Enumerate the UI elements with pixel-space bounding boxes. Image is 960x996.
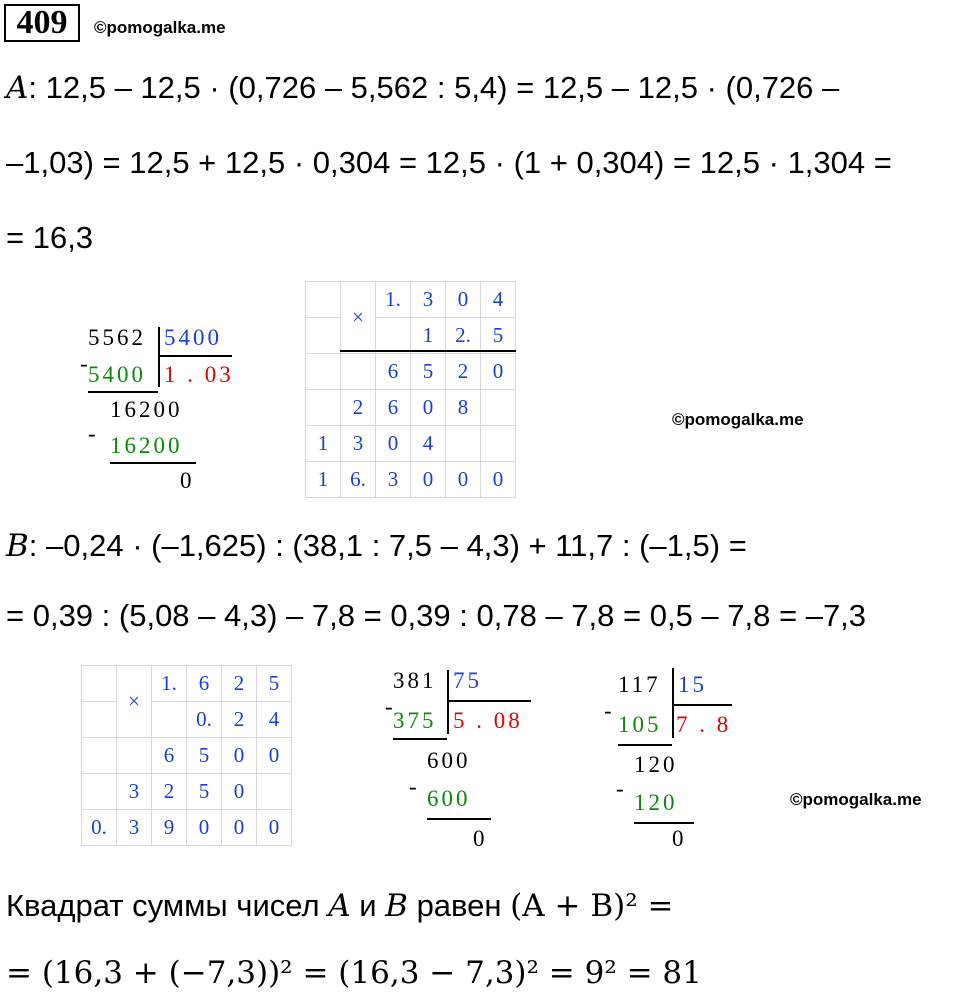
long-division-b1 (385, 668, 545, 858)
long-division-a (80, 325, 260, 495)
quotient: 7 . 8 (676, 712, 732, 737)
conclusion-text: Квадрат суммы чисел (6, 888, 320, 923)
subtrahend-1: 5400 (88, 362, 146, 387)
grid-cell: 3 (376, 462, 411, 498)
subtrahend-2: 600 (427, 786, 471, 811)
grid-cell: 1. (376, 282, 411, 318)
times-sign: × (341, 282, 376, 354)
solution-a-line-3: = 16,3 (6, 220, 94, 255)
grid-cell: 3 (117, 774, 152, 810)
variable-b: B (385, 888, 408, 924)
grid-cell (306, 282, 341, 318)
grid-cell (117, 738, 152, 774)
grid-cell (446, 426, 481, 462)
grid-cell: 0 (222, 738, 257, 774)
variable-a-label: A (6, 70, 29, 106)
remainder-final: 0 (672, 826, 687, 851)
grid-cell: 0 (411, 390, 446, 426)
subtrahend-2: 16200 (110, 433, 183, 458)
conclusion-line-1 (6, 888, 673, 924)
solution-b-line-2: = 0,39 : (5,08 – 4,3) – 7,8 = 0,39 : 0,78 – 7,8 = 0,5 – 7,8 = –7,3 (6, 598, 867, 633)
grid-cell: 0. (82, 810, 117, 846)
grid-cell: 5 (187, 774, 222, 810)
grid-cell: 4 (411, 426, 446, 462)
grid-cell (341, 354, 376, 390)
grid-cell: 2 (222, 702, 257, 738)
solution-a-line-1 (6, 70, 839, 106)
grid-cell (82, 738, 117, 774)
grid-cell: 5 (257, 666, 292, 702)
watermark-top: ©pomogalka.me (94, 18, 226, 37)
multiplication-grid-b (81, 665, 292, 846)
variable-b-label: B (6, 528, 29, 564)
grid-cell: 2 (152, 774, 187, 810)
remainder-final: 0 (180, 468, 195, 493)
subtrahend-1: 105 (618, 712, 662, 737)
grid-cell: 9 (152, 810, 187, 846)
grid-cell: 0 (446, 282, 481, 318)
minus-sign: - (604, 698, 615, 723)
grid-cell: 0. (187, 702, 222, 738)
grid-cell: 0 (257, 810, 292, 846)
grid-cell (82, 702, 117, 738)
variable-a: A (328, 888, 351, 924)
long-division-b2 (604, 672, 750, 862)
conjunction: и (359, 888, 377, 923)
remainder-1: 120 (634, 752, 678, 777)
solution-a-line-2: –1,03) = 12,5 + 12,5 · 0,304 = 12,5 · (1 + 0,304) = 12,5 · 1,304 = (6, 145, 892, 180)
remainder-1: 16200 (110, 397, 183, 422)
grid-cell: 0 (222, 810, 257, 846)
minus-sign: - (88, 421, 99, 446)
grid-cell: 3 (411, 282, 446, 318)
dividend: 381 (393, 668, 437, 693)
times-sign: × (117, 666, 152, 738)
grid-cell: 5 (187, 738, 222, 774)
remainder-1: 600 (427, 748, 471, 773)
grid-cell: 0 (481, 462, 516, 498)
dividend: 5562 (88, 325, 146, 350)
grid-cell: 6 (187, 666, 222, 702)
grid-cell: 3 (117, 810, 152, 846)
grid-cell: 4 (257, 702, 292, 738)
grid-cell: 0 (257, 738, 292, 774)
grid-cell: 6 (376, 390, 411, 426)
solution-b-text-1: : –0,24 · (–1,625) : (38,1 : 7,5 – 4,3) + 11,7 : (–1,5) = (28, 528, 747, 563)
grid-cell: 0 (446, 462, 481, 498)
solution-a-text-1: : 12,5 – 12,5 · (0,726 – 5,562 : 5,4) = 12,5 – 12,5 · (0,726 – (28, 70, 840, 105)
grid-cell: 3 (341, 426, 376, 462)
watermark-low: ©pomogalka.me (790, 790, 922, 809)
grid-cell: 0 (187, 810, 222, 846)
grid-cell (152, 702, 187, 738)
grid-cell: 6 (376, 354, 411, 390)
minus-sign: - (80, 351, 91, 376)
grid-cell: 6 (152, 738, 187, 774)
grid-cell: 1 (411, 318, 446, 354)
grid-cell: 4 (481, 282, 516, 318)
divisor: 5400 (164, 325, 222, 350)
grid-cell: 2. (446, 318, 481, 354)
minus-sign: - (409, 774, 420, 799)
grid-cell: 1 (306, 426, 341, 462)
grid-cell: 8 (446, 390, 481, 426)
remainder-final: 0 (473, 826, 488, 851)
minus-sign: - (616, 776, 627, 801)
grid-cell (306, 390, 341, 426)
grid-cell (306, 318, 341, 354)
minus-sign: - (385, 694, 396, 719)
divisor: 15 (678, 672, 707, 697)
solution-b-line-1 (6, 528, 747, 564)
task-number: 409 (4, 4, 80, 42)
grid-cell (481, 426, 516, 462)
grid-cell: 1 (306, 462, 341, 498)
sum-square-formula: (A + B)² = (510, 888, 674, 924)
dividend: 117 (618, 672, 661, 697)
grid-cell (306, 354, 341, 390)
grid-cell: 2 (222, 666, 257, 702)
grid-cell (82, 666, 117, 702)
grid-cell (82, 774, 117, 810)
grid-cell: 0 (481, 354, 516, 390)
grid-cell: 6. (341, 462, 376, 498)
grid-cell (376, 318, 411, 354)
grid-cell: 5 (411, 354, 446, 390)
grid-cell (257, 774, 292, 810)
watermark-mid: ©pomogalka.me (672, 410, 804, 429)
grid-cell: 5 (481, 318, 516, 354)
grid-cell: 0 (222, 774, 257, 810)
quotient: 1 . 03 (164, 362, 234, 387)
grid-cell: 0 (411, 462, 446, 498)
subtrahend-1: 375 (393, 708, 437, 733)
grid-cell: 0 (376, 426, 411, 462)
grid-cell (481, 390, 516, 426)
quotient: 5 . 08 (453, 708, 523, 733)
conclusion-line-2: = (16,3 + (−7,3))² = (16,3 − 7,3)² = 9² = 81 (6, 955, 702, 991)
equals-word: равен (416, 888, 502, 923)
grid-cell: 1. (152, 666, 187, 702)
grid-cell: 2 (446, 354, 481, 390)
divisor: 75 (453, 668, 482, 693)
subtrahend-2: 120 (634, 790, 678, 815)
multiplication-grid-a (305, 281, 516, 498)
grid-cell: 2 (341, 390, 376, 426)
